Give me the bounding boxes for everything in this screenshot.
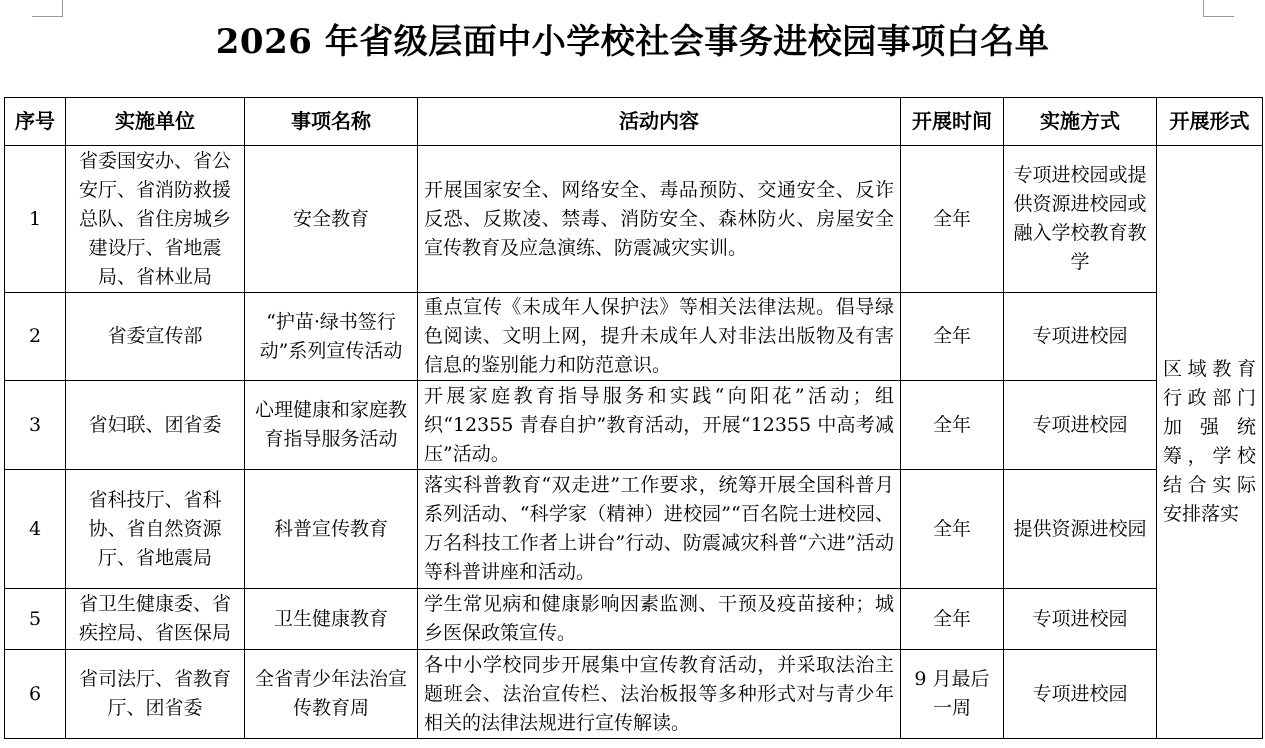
cell-method: 专项进校园 (1004, 650, 1157, 739)
header-time: 开展时间 (901, 98, 1004, 146)
cell-index: 5 (5, 589, 66, 650)
cell-time: 全年 (901, 589, 1004, 650)
table-row (5, 470, 1263, 589)
cell-item: 卫生健康教育 (245, 589, 418, 650)
cell-index: 4 (5, 470, 66, 589)
header-item: 事项名称 (245, 98, 418, 146)
cell-index: 1 (5, 146, 66, 293)
cell-index: 3 (5, 381, 66, 470)
cell-item: 心理健康和家庭教育指导服务活动 (245, 381, 418, 470)
cell-unit: 省委国安办、省公安厅、省消防救援总队、省住房城乡建设厅、省地震局、省林业局 (66, 146, 245, 293)
table-header-row (5, 98, 1263, 146)
cell-item: 安全教育 (245, 146, 418, 293)
cell-content: 落实科普教育“双走进”工作要求，统筹开展全国科普月系列活动、“科学家（精神）进校园”“百名院士进校园、万名科技工作者上讲台”行动、防震减灾科普“六进”活动等科普讲座和活动。 (418, 470, 901, 589)
cell-method: 专项进校园或提供资源进校园或融入学校教育教学 (1004, 146, 1157, 293)
whitelist-table (4, 97, 1263, 739)
cell-content: 开展国家安全、网络安全、毒品预防、交通安全、反诈反恐、反欺凌、禁毒、消防安全、森林防火、房屋安全宣传教育及应急演练、防震减灾实训。 (418, 146, 901, 293)
document-title: 2026 年省级层面中小学校社会事务进校园事项白名单 (215, 22, 1050, 62)
cell-form-shared: 区域教育行政部门加强统筹，学校结合实际安排落实 (1157, 146, 1263, 739)
cell-item: “护苗·绿书签行动”系列宣传活动 (245, 293, 418, 381)
table-row (5, 146, 1263, 293)
cell-unit: 省委宣传部 (66, 293, 245, 381)
cell-method: 提供资源进校园 (1004, 470, 1157, 589)
cell-content: 重点宣传《未成年人保护法》等相关法律法规。倡导绿色阅读、文明上网，提升未成年人对非法出版物及有害信息的鉴别能力和防范意识。 (418, 293, 901, 381)
cell-time: 全年 (901, 470, 1004, 589)
cell-method: 专项进校园 (1004, 381, 1157, 470)
header-index: 序号 (5, 98, 66, 146)
cell-content: 学生常见病和健康影响因素监测、干预及疫苗接种；城乡医保政策宣传。 (418, 589, 901, 650)
cell-method: 专项进校园 (1004, 293, 1157, 381)
cell-content: 开展家庭教育指导服务和实践“向阳花”活动；组织“12355 青春自护”教育活动，开展“12355 中高考减压”活动。 (418, 381, 901, 470)
cell-item: 全省青少年法治宣传教育周 (245, 650, 418, 739)
cell-time: 全年 (901, 293, 1004, 381)
table-row (5, 650, 1263, 739)
cell-content: 各中小学校同步开展集中宣传教育活动，并采取法治主题班会、法治宣传栏、法治板报等多种形式对与青少年相关的法律法规进行宣传解读。 (418, 650, 901, 739)
cell-unit: 省科技厅、省科协、省自然资源厅、省地震局 (66, 470, 245, 589)
table-row (5, 381, 1263, 470)
cell-unit: 省司法厅、省教育厅、团省委 (66, 650, 245, 739)
table-row (5, 589, 1263, 650)
cell-time: 全年 (901, 381, 1004, 470)
cell-time: 全年 (901, 146, 1004, 293)
header-content: 活动内容 (418, 98, 901, 146)
cell-item: 科普宣传教育 (245, 470, 418, 589)
cell-index: 2 (5, 293, 66, 381)
cell-index: 6 (5, 650, 66, 739)
cell-unit: 省卫生健康委、省疾控局、省医保局 (66, 589, 245, 650)
table-row (5, 293, 1263, 381)
cell-unit: 省妇联、团省委 (66, 381, 245, 470)
header-method: 实施方式 (1004, 98, 1157, 146)
cell-time: 9 月最后一周 (901, 650, 1004, 739)
header-unit: 实施单位 (66, 98, 245, 146)
cell-method: 专项进校园 (1004, 589, 1157, 650)
header-form: 开展形式 (1157, 98, 1263, 146)
